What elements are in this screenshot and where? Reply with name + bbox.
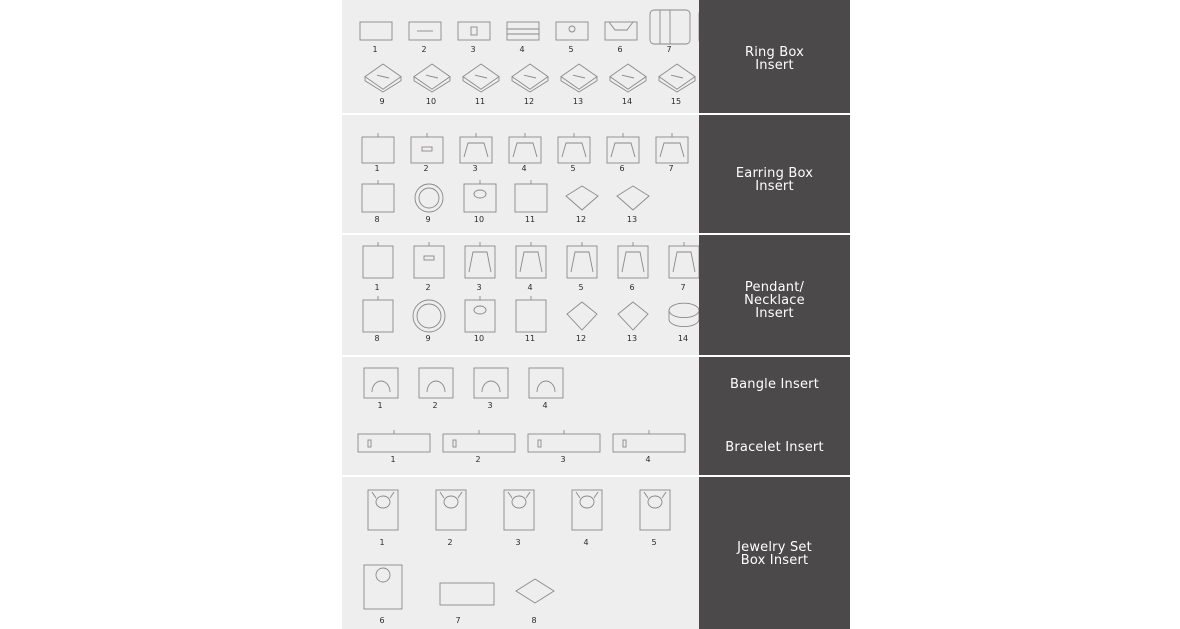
bracelet-insert-item [613,430,685,464]
earring-insert-item [515,180,547,224]
hanger-card-icon [669,242,699,278]
jewelry-set-insert-item [516,579,554,625]
mixed-card-icon [465,296,495,332]
item-number: 3 [515,538,521,547]
item-number: 8 [374,334,380,343]
ring-insert-item [556,22,588,54]
ring-insert-item [414,64,450,106]
diamond-box-icon [561,64,597,92]
pendant-insert-item [465,296,495,343]
mixed-card-icon [566,186,598,210]
pendant-insert-item [567,302,597,343]
item-number: 13 [626,334,638,343]
earring-insert-item [509,133,541,173]
earring-insert-item [362,133,394,173]
item-number: 13 [626,215,638,224]
diamond-box-icon [365,64,401,92]
section-divider [342,233,850,235]
mixed-card-icon [413,300,445,332]
ring-insert-item [650,10,690,54]
item-number: 2 [475,455,481,464]
pendant-insert-item [669,303,699,343]
item-number: 10 [473,215,485,224]
mixed-card-icon [669,303,699,326]
item-number: 9 [425,334,431,343]
ring-insert-item [463,64,499,106]
ring-insert-item [365,64,401,106]
ring-insert-item [458,22,490,54]
jewelry-set-insert-item [504,490,534,547]
jewelry-set-box-insert-label [699,541,850,567]
ring-flat-icon [605,22,637,40]
hanger-card-icon [607,133,639,163]
hanger-card-icon [414,242,444,278]
hanger-card-icon [465,242,495,278]
ring-insert-item [360,22,392,54]
item-number: 2 [421,45,427,54]
earring-insert-item [362,180,394,224]
earring-insert-item [460,133,492,173]
item-number: 11 [524,215,536,224]
ring-insert-item [507,22,539,54]
item-number: 3 [476,283,482,292]
pendant-necklace-insert-label [699,281,850,320]
set-mixed-icon [516,579,554,603]
item-number: 15 [670,97,682,106]
mixed-card-icon [363,296,393,332]
item-number: 3 [560,455,566,464]
diamond-box-icon [610,64,646,92]
item-number: 6 [629,283,635,292]
item-number: 5 [651,538,657,547]
item-number: 5 [568,45,574,54]
item-number: 5 [578,283,584,292]
bangle-insert-item [529,368,563,410]
item-number: 6 [619,164,625,173]
item-number: 6 [617,45,623,54]
diamond-box-icon [463,64,499,92]
mixed-card-icon [464,180,496,212]
label-line: Box Insert [740,553,809,568]
item-number: 11 [524,334,536,343]
hanger-card-icon [567,242,597,278]
bangle-insert-item [419,368,453,410]
item-number: 14 [621,97,633,106]
pendant-insert-item [414,242,444,292]
pendant-insert-item [516,242,546,292]
hanger-card-icon [460,133,492,163]
set-card-icon [368,490,398,530]
set-card-icon [504,490,534,530]
earring-insert-item [411,133,443,173]
hanger-card-icon [509,133,541,163]
ring-insert-item [605,22,637,54]
mixed-card-icon [516,296,546,332]
pendant-insert-item [413,300,445,343]
item-number: 1 [390,455,396,464]
item-number: 2 [432,401,438,410]
set-card-icon [572,490,602,530]
item-number: 4 [521,164,527,173]
item-number: 8 [531,616,537,625]
ring-flat-icon [650,10,690,44]
bar-icon [613,430,685,452]
item-number: 3 [470,45,476,54]
section-divider [342,475,850,477]
mixed-card-icon [567,302,597,330]
hanger-card-icon [411,133,443,163]
mixed-card-icon [515,180,547,212]
item-number: 2 [447,538,453,547]
label-line: Bracelet Insert [725,440,824,455]
item-number: 4 [645,455,651,464]
jewelry-set-insert-item [368,490,398,547]
item-number: 13 [572,97,584,106]
label-line: Earring Box [735,166,814,181]
bracelet-insert-item [358,430,430,464]
item-number: 1 [372,45,378,54]
item-number: 14 [677,334,689,343]
pendant-insert-item [363,296,393,343]
label-line: Insert [755,306,794,321]
jewelry-set-insert-item [640,490,670,547]
jewelry-set-insert-item [440,583,494,625]
earring-insert-item [415,184,443,224]
hanger-card-icon [516,242,546,278]
hanger-card-icon [362,133,394,163]
pendant-insert-item [618,242,648,292]
pendant-insert-item [363,242,393,292]
ring-box-insert-label [699,46,850,72]
earring-insert-item [607,133,639,173]
pendant-insert-item [516,296,546,343]
set-mixed-icon [440,583,494,605]
ring-flat-icon [556,22,588,40]
bar-icon [528,430,600,452]
label-line: Insert [755,58,794,73]
item-number: 7 [666,45,672,54]
mixed-card-icon [415,184,443,212]
item-number: 6 [379,616,385,625]
item-number: 10 [425,97,437,106]
section-divider [342,355,850,357]
hanger-card-icon [558,133,590,163]
item-number: 11 [474,97,486,106]
earring-insert-item [566,186,598,224]
earring-insert-item [617,186,649,224]
earring-insert-item [464,180,496,224]
label-line: Pendant/ [744,280,805,295]
bangle-icon [419,368,453,398]
item-number: 9 [379,97,385,106]
bracelet-insert-item [443,430,515,464]
item-number: 5 [570,164,576,173]
hanger-card-icon [363,242,393,278]
earring-box-insert-label [699,167,850,193]
insert-catalog-sheet [342,0,850,629]
item-number: 7 [680,283,686,292]
item-number: 3 [487,401,493,410]
item-number: 9 [425,215,431,224]
insert-illustrations [342,0,699,629]
diamond-box-icon [512,64,548,92]
ring-insert-item [512,64,548,106]
item-number: 1 [374,164,380,173]
item-number: 12 [523,97,535,106]
item-number: 4 [583,538,589,547]
item-number: 10 [473,334,485,343]
illustration-panel [342,0,699,629]
pendant-insert-item [618,302,648,343]
item-number: 4 [542,401,548,410]
ring-insert-item [561,64,597,106]
item-number: 3 [472,164,478,173]
jewelry-set-insert-item [364,565,402,625]
jewelry-set-insert-item [572,490,602,547]
item-number: 4 [527,283,533,292]
label-line: Ring Box [744,45,805,60]
item-number: 7 [668,164,674,173]
bracelet-insert-item [528,430,600,464]
diamond-box-icon [414,64,450,92]
item-number: 1 [379,538,385,547]
bangle-insert-label [699,378,850,391]
item-number: 8 [374,215,380,224]
item-number: 1 [374,283,380,292]
section-divider [342,113,850,115]
label-line: Necklace [744,293,805,308]
ring-insert-item [610,64,646,106]
bar-icon [443,430,515,452]
pendant-insert-item [465,242,495,292]
set-mixed-icon [364,565,402,609]
item-number: 2 [425,283,431,292]
ring-insert-item [409,22,441,54]
ring-flat-icon [507,22,539,40]
item-number: 4 [519,45,525,54]
set-card-icon [640,490,670,530]
label-line: Jewelry Set [737,540,812,555]
ring-flat-icon [458,22,490,40]
ring-flat-icon [409,22,441,40]
ring-insert-item [659,64,695,106]
mixed-card-icon [362,180,394,212]
bangle-icon [364,368,398,398]
item-number: 2 [423,164,429,173]
diamond-box-icon [659,64,695,92]
mixed-card-icon [618,302,648,330]
mixed-card-icon [617,186,649,210]
label-line: Bangle Insert [729,377,819,392]
bar-icon [358,430,430,452]
item-number: 7 [455,616,461,625]
set-card-icon [436,490,466,530]
earring-insert-item [558,133,590,173]
ring-flat-icon [360,22,392,40]
bangle-insert-item [474,368,508,410]
jewelry-set-insert-item [436,490,466,547]
label-line: Insert [755,179,794,194]
item-number: 1 [377,401,383,410]
item-number: 12 [575,334,587,343]
bangle-insert-item [364,368,398,410]
hanger-card-icon [656,133,688,163]
pendant-insert-item [669,242,699,292]
bangle-icon [474,368,508,398]
bracelet-insert-label [699,441,850,454]
hanger-card-icon [618,242,648,278]
item-number: 12 [575,215,587,224]
bangle-icon [529,368,563,398]
pendant-insert-item [567,242,597,292]
earring-insert-item [656,133,688,173]
